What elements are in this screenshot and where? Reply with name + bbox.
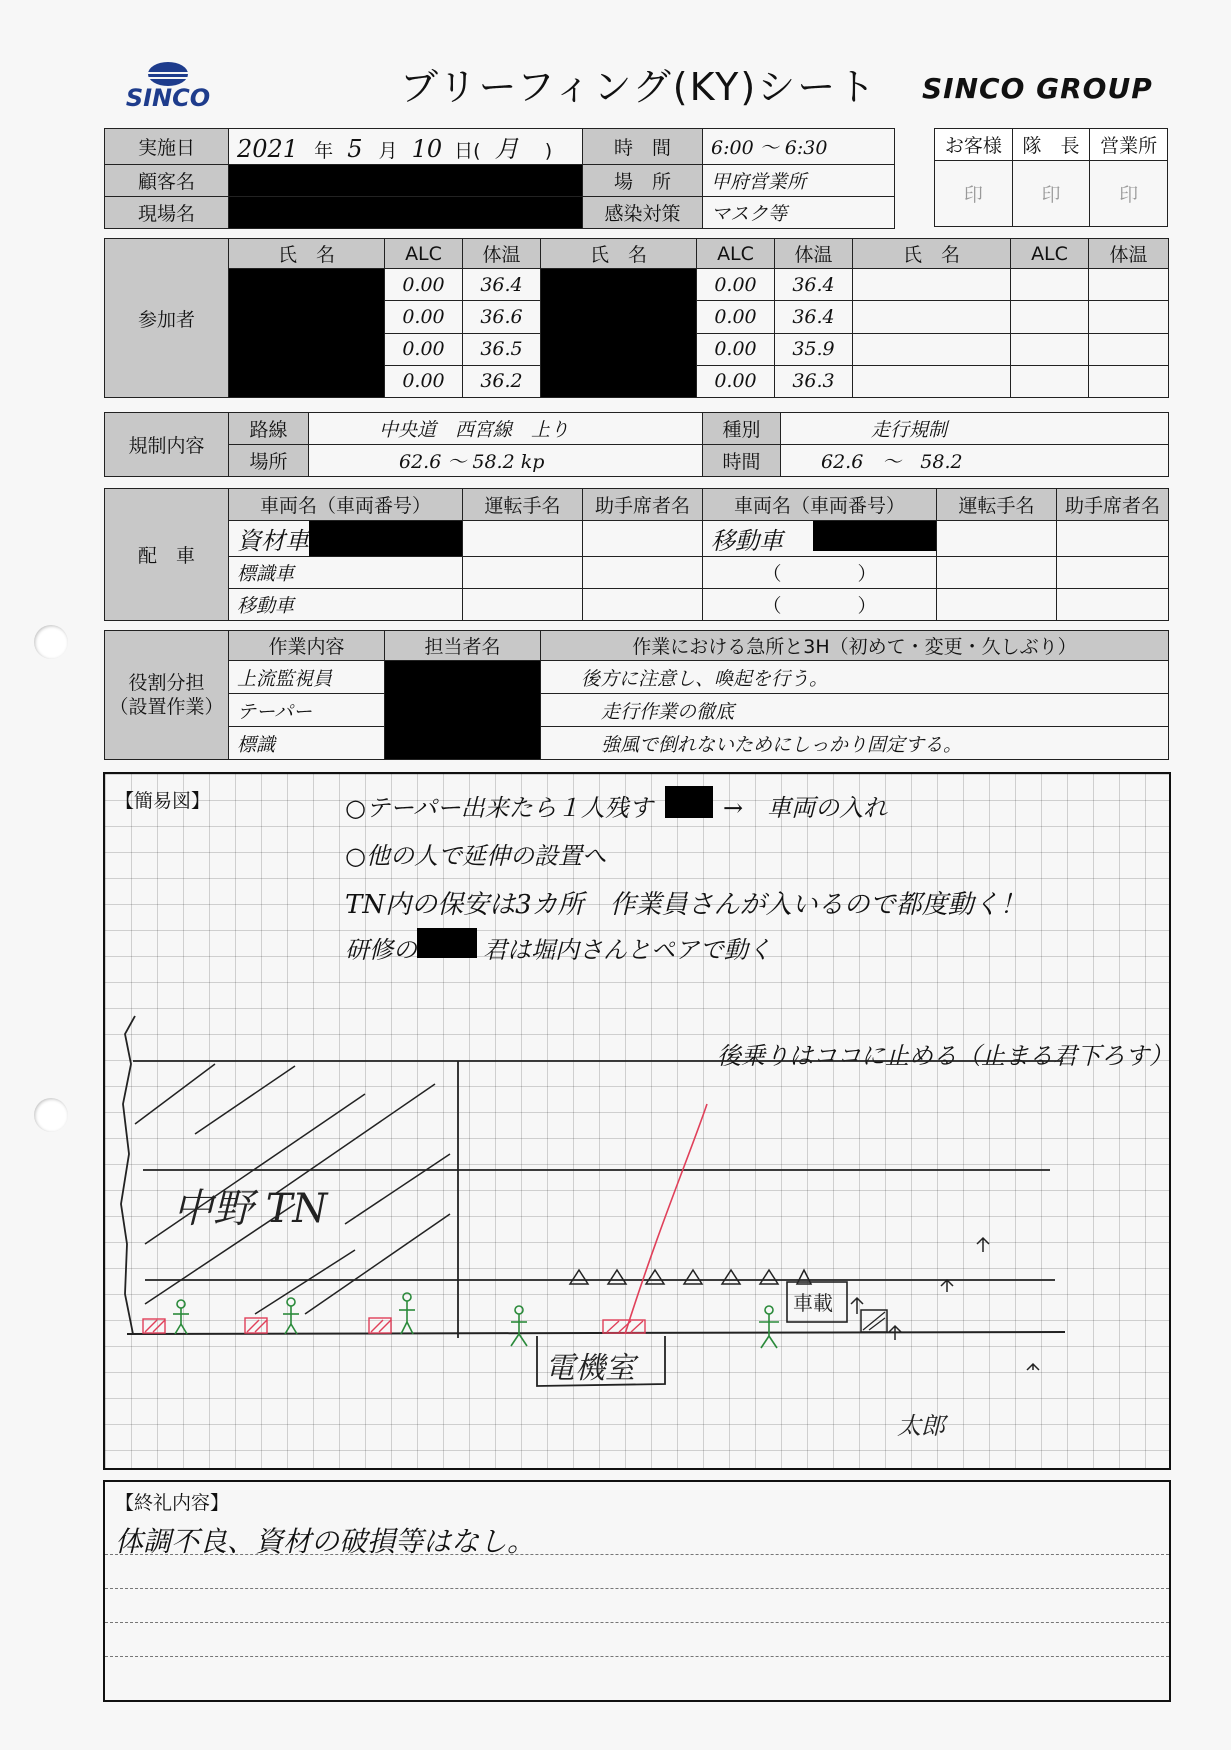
info-table (104, 128, 895, 229)
name-3-2 (853, 301, 1011, 333)
date-month: 5 (347, 135, 363, 163)
ruled-line-4 (105, 1656, 1169, 1657)
col-name-3: 氏 名 (853, 239, 1011, 269)
customer-label: 顧客名 (105, 165, 229, 197)
participants-table (104, 238, 1169, 398)
vehicle-right-1 (703, 521, 937, 557)
reg-time-value: 62.6 〜 58.2 (781, 445, 1169, 477)
vehicles-table (104, 488, 1169, 621)
approval-table (934, 128, 1168, 227)
regulation-table (104, 412, 1169, 477)
punch-hole-top (34, 625, 68, 659)
vehicles-label: 配 車 (105, 489, 229, 621)
road-sketch (105, 774, 1169, 1468)
temp-2-1: 36.4 (775, 269, 853, 301)
vehicle-right-3: （ ） (703, 589, 937, 621)
col-temp-2: 体温 (775, 239, 853, 269)
alc-1-2: 0.00 (385, 301, 463, 333)
temp-2-2: 36.4 (775, 301, 853, 333)
punch-hole-bottom (34, 1098, 68, 1132)
note-others: ○他の人で延伸の設置へ (345, 842, 606, 870)
time-label: 時 間 (583, 129, 703, 165)
temp-2-3: 35.9 (775, 333, 853, 365)
approval-customer: お客様 (935, 129, 1013, 161)
vehicle-left-1-name: 資材車 (237, 527, 309, 555)
vehicle-left-3-name: 移動車 (229, 589, 463, 621)
machine-room-label: 電機室 (545, 1351, 635, 1386)
point-1: 後方に注意し、喚起を行う。 (541, 661, 1169, 694)
closing-label: 【終礼内容】 (115, 1492, 230, 1514)
roles-table (104, 630, 1169, 760)
temp-1-4: 36.2 (463, 365, 541, 397)
note-taper: ○テーパー出来たら１人残す (345, 794, 653, 822)
alc-1-3: 0.00 (385, 333, 463, 365)
sinco-logo (118, 58, 218, 114)
place-value: 甲府営業所 (703, 165, 895, 197)
infection-value: マスク等 (703, 197, 895, 229)
month-char: 月 (378, 140, 398, 162)
names-redaction-1 (229, 269, 385, 398)
col-name-1: 氏 名 (229, 239, 385, 269)
col-work: 作業内容 (229, 631, 385, 661)
col-driver-right: 運転手名 (937, 489, 1057, 521)
temp-1-2: 36.6 (463, 301, 541, 333)
tunnel-label: 中野 TN (173, 1186, 328, 1232)
approval-leader: 隊 長 (1012, 129, 1090, 161)
roles-label (105, 631, 229, 760)
vehicle-left-redaction (309, 521, 463, 557)
persons-redaction (385, 661, 541, 760)
infection-label: 感染対策 (583, 197, 703, 229)
col-assistant-left: 助手席者名 (583, 489, 703, 521)
note-tn-safety: TN内の保安は3カ所 作業員さんが入いるので都度動く！ (345, 890, 1026, 920)
work-1: 上流監視員 (229, 661, 385, 694)
alc-1-4: 0.00 (385, 365, 463, 397)
day-char: 日( (454, 140, 481, 162)
year-char: 年 (314, 140, 334, 162)
alc-1-1: 0.00 (385, 269, 463, 301)
col-alc-1: ALC (385, 239, 463, 269)
type-label: 種別 (703, 413, 781, 445)
reg-place-label: 場所 (229, 445, 309, 477)
roles-label-line1: 役割分担 (128, 672, 205, 694)
col-assistant-right: 助手席者名 (1057, 489, 1169, 521)
time-value: 6:00 〜 6:30 (703, 129, 895, 165)
note-pair: 君は堀内さんとペアで動く (483, 936, 772, 964)
vehicle-left-2-name: 標識車 (229, 557, 463, 589)
site-label: 現場名 (105, 197, 229, 229)
date-value (229, 129, 583, 165)
alc-2-2: 0.00 (697, 301, 775, 333)
sinco-group-logo: SINCO GROUP (922, 72, 1153, 105)
route-label: 路線 (229, 413, 309, 445)
point-2: 走行作業の徹底 (541, 694, 1169, 727)
note-vehicle-in: → 車両の入れ (723, 794, 888, 822)
date-day: 10 (411, 135, 443, 163)
col-alc-3: ALC (1011, 239, 1089, 269)
vehicle-left-1 (229, 521, 463, 557)
close-paren: ) (544, 140, 553, 162)
alc-2-3: 0.00 (697, 333, 775, 365)
reg-time-label: 時間 (703, 445, 781, 477)
col-person: 担当者名 (385, 631, 541, 661)
col-vehicle-left: 車両名（車両番号） (229, 489, 463, 521)
site-redaction (229, 197, 583, 228)
sinco-logo-text: SINCO (125, 84, 211, 112)
date-label: 実施日 (105, 129, 229, 165)
note-parking: 後乗りはココに止める（止まる君下ろす） (717, 1042, 1173, 1070)
customer-redaction (229, 165, 583, 196)
approval-office: 営業所 (1090, 129, 1168, 161)
vehicle-box-label: 車載 (793, 1291, 833, 1315)
name-3-3 (853, 333, 1011, 365)
sketch-area (103, 772, 1171, 1470)
ruled-line-1 (105, 1554, 1169, 1555)
names-redaction-2 (541, 269, 697, 398)
vehicle-right-redaction (813, 521, 937, 551)
type-value: 走行規制 (781, 413, 1169, 445)
participants-label: 参加者 (105, 239, 229, 398)
point-3: 強風で倒れないためにしっかり固定する。 (541, 727, 1169, 760)
col-vehicle-right: 車両名（車両番号） (703, 489, 937, 521)
col-points: 作業における急所と3H（初めて・変更・久しぶり） (541, 631, 1169, 661)
temp-1-3: 36.5 (463, 333, 541, 365)
note-trainee: 研修の (345, 936, 417, 964)
route-value: 中央道 西宮線 上り (309, 413, 703, 445)
col-alc-2: ALC (697, 239, 775, 269)
name-3-1 (853, 269, 1011, 301)
closing-area (103, 1480, 1171, 1702)
page-title: ブリーフィング(KY)シート (400, 65, 878, 109)
ruled-line-3 (105, 1622, 1169, 1623)
col-driver-left: 運転手名 (463, 489, 583, 521)
alc-2-1: 0.00 (697, 269, 775, 301)
roles-label-line2: （設置作業） (109, 696, 224, 718)
name-3-4 (853, 365, 1011, 397)
temp-2-4: 36.3 (775, 365, 853, 397)
sketch-label: 【簡易図】 (115, 790, 211, 812)
stamp-office: 印 (1090, 161, 1168, 227)
work-3: 標識 (229, 727, 385, 760)
reg-place-value: 62.6 〜 58.2 kp (309, 445, 703, 477)
place-label: 場 所 (583, 165, 703, 197)
ruled-line-2 (105, 1588, 1169, 1589)
vehicle-right-2: （ ） (703, 557, 937, 589)
col-temp-3: 体温 (1089, 239, 1169, 269)
temp-1-1: 36.4 (463, 269, 541, 301)
alc-2-4: 0.00 (697, 365, 775, 397)
col-temp-1: 体温 (463, 239, 541, 269)
taro-label: 太郎 (897, 1412, 945, 1440)
col-name-2: 氏 名 (541, 239, 697, 269)
closing-text: 体調不良、資材の破損等はなし。 (115, 1525, 536, 1558)
vehicle-right-1-name: 移動車 (711, 527, 783, 555)
work-2: テーパー (229, 694, 385, 727)
date-year: 2021 (237, 135, 299, 163)
regulation-label: 規制内容 (105, 413, 229, 477)
stamp-leader: 印 (1012, 161, 1090, 227)
date-weekday: 月 (494, 135, 519, 163)
stamp-customer: 印 (935, 161, 1013, 227)
